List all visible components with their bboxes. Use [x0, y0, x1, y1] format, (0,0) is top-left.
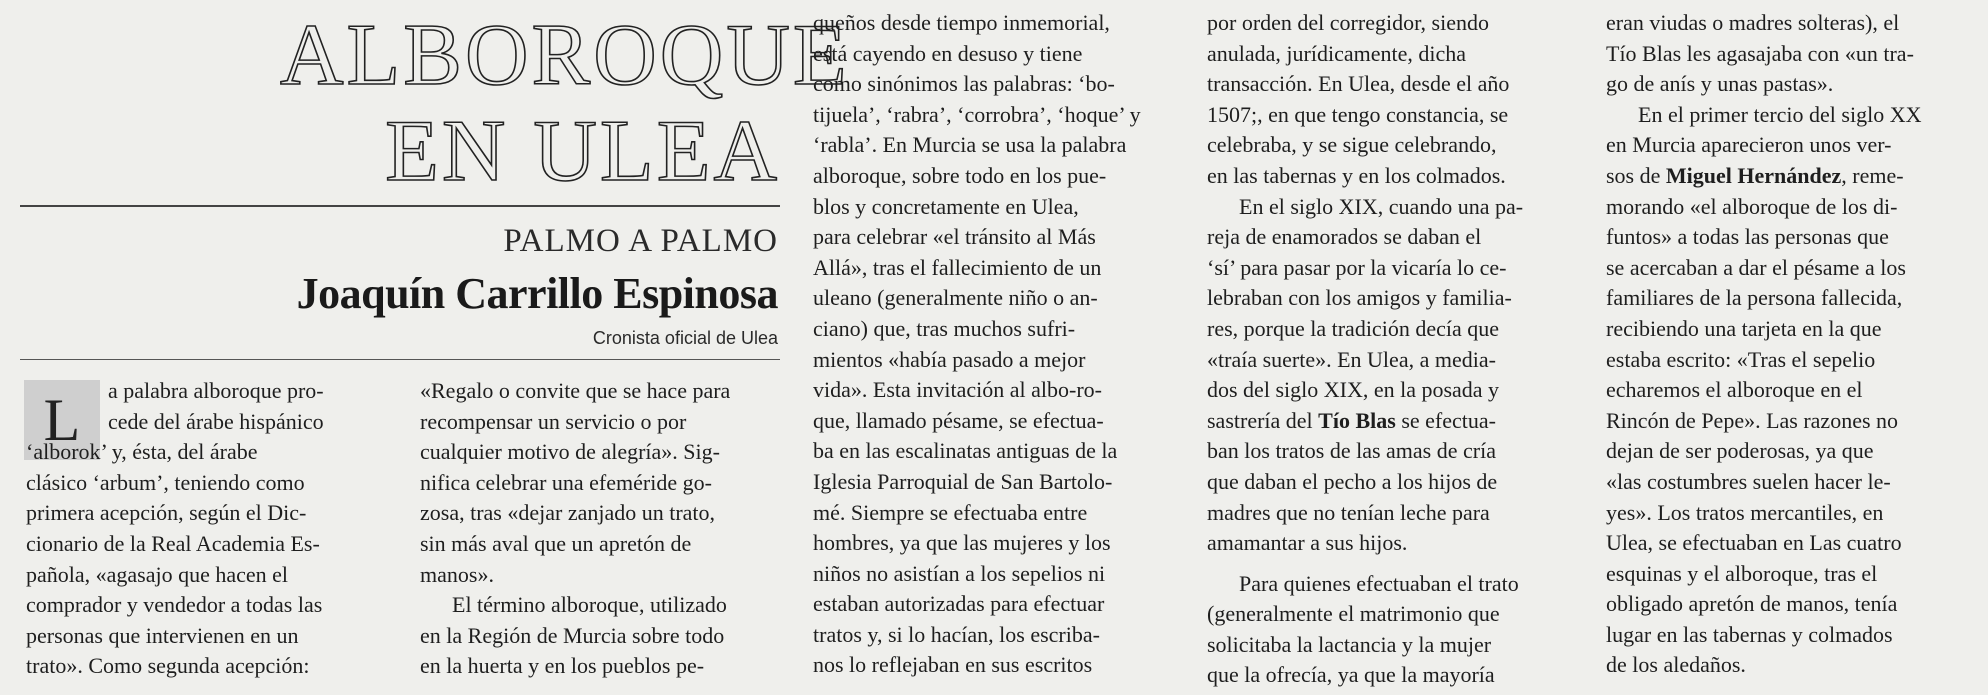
text-line: morando «el alboroque de los di- [1606, 193, 1898, 219]
text-line: que la ofrecía, ya que la mayoría [1207, 662, 1495, 688]
text-line: familiares de la persona fallecida, [1606, 285, 1903, 311]
text-line: en Murcia aparecieron unos ver- [1606, 132, 1892, 158]
text-line: uleano (generalmente niño o an- [813, 285, 1098, 311]
text-line: a palabra alboroque pro- [108, 378, 324, 403]
text-line: reja de enamorados se daban el [1207, 224, 1482, 250]
text-line: en la huerta y en los pueblos pe- [420, 653, 705, 679]
text-line: El término alboroque, utilizado [452, 592, 727, 618]
text-line: Rincón de Pepe». Las razones no [1606, 407, 1899, 433]
text-line: eran viudas o madres solteras), el [1606, 10, 1900, 35]
text-line: «Regalo o convite que se hace para [420, 378, 731, 403]
bold-name-miguel-hernandez: Miguel Hernández [1665, 162, 1842, 188]
text-line: primera acepción, según el Dic- [26, 500, 307, 526]
text-line: clásico ‘arbum’, teniendo como [26, 469, 305, 495]
column-3 [813, 8, 1193, 681]
text-line: mé. Siempre se efectuaba entre [813, 499, 1088, 525]
column-5 [1606, 8, 1956, 681]
text-line: ‘rabla’. En Murcia se usa la palabra [813, 132, 1127, 158]
text-line: estaba escrito: «Tras el sepelio [1606, 346, 1876, 372]
text-line: solicitaba la lactancia y la mujer [1207, 631, 1492, 657]
text-line: dos del siglo XIX, en la posada y [1207, 377, 1500, 403]
text-line: que daban el pecho a los hijos de [1207, 468, 1498, 494]
text-line: ciano) que, tras muchos sufri- [813, 315, 1076, 341]
text-line: ba en las escalinatas antiguas de la [813, 438, 1118, 464]
text-line: alboroque, sobre todo en los pue- [813, 162, 1107, 188]
text-line: «traía suerte». En Ulea, a media- [1207, 346, 1496, 372]
text-line: esquinas y el alboroque, tras el [1606, 560, 1878, 586]
text-line: 1507;, en que tengo constancia, se [1207, 101, 1509, 127]
text-line: zosa, tras «dejar zanjado un trato, [420, 500, 716, 526]
text-line: está cayendo en desuso y tiene [813, 40, 1083, 66]
text-line: res, porque la tradición decía que [1207, 315, 1499, 341]
drop-cap: L [24, 380, 100, 460]
text-line: ‘alborok’ y, ésta, del árabe [26, 439, 258, 465]
text-line: para celebrar «el tránsito al Más [813, 224, 1096, 250]
text-line: obligado apretón de manos, tenía [1606, 591, 1898, 617]
text-line: madres que no tenían leche para [1207, 499, 1490, 525]
text-line: Para quienes efectuaban el trato [1239, 570, 1519, 596]
text-line: en la Región de Murcia sobre todo [420, 622, 725, 648]
text-line: Allá», tras el fallecimiento de un [813, 254, 1102, 280]
text-line: que, llamado pésame, se efectua- [813, 407, 1104, 433]
text-line: recompensar un servicio o por [420, 408, 687, 434]
text-line: nos lo reflejaban en sus escritos [813, 652, 1093, 678]
text-line: comprador y vendedor a todas las [26, 592, 323, 618]
text-line: en las tabernas y en los colmados. [1207, 162, 1506, 188]
column-2 [420, 376, 760, 682]
text-line: mientos «había pasado a mejor [813, 346, 1086, 372]
text-line: se acercaban a dar el pésame a los [1606, 254, 1906, 280]
author-role: Cronista oficial de Ulea [592, 328, 778, 348]
bleed-through-left [0, 0, 18, 695]
text-line: lugar en las tabernas y colmados [1606, 621, 1893, 647]
text-line: yes». Los tratos mercantiles, en [1606, 499, 1884, 525]
text-line: personas que intervienen en un [26, 622, 299, 648]
text-line: lebraban con los amigos y familia- [1207, 285, 1512, 311]
text-line: manos». [420, 561, 494, 587]
text-line: funtos» a todas las personas que [1606, 224, 1889, 250]
divider-top [20, 205, 780, 207]
text-line: amamantar a sus hijos. [1207, 530, 1408, 556]
text-line: recibiendo una tarjeta en la que [1606, 315, 1882, 341]
text-line: cede del árabe hispánico [108, 408, 324, 434]
author-name: Joaquín Carrillo Espinosa [296, 269, 778, 318]
divider-bottom [20, 359, 780, 360]
column-4 [1207, 8, 1587, 691]
text-line: anulada, jurídicamente, dicha [1207, 40, 1466, 66]
text-line: transacción. En Ulea, desde el año [1207, 71, 1510, 97]
text-line: ban los tratos de las amas de cría [1207, 438, 1496, 464]
text-line: echaremos el alboroque en el [1606, 377, 1863, 403]
text-line: por orden del corregidor, siendo [1207, 10, 1489, 35]
text-line: blos y concretamente en Ulea, [813, 193, 1079, 219]
text-line: de los aledaños. [1606, 652, 1746, 678]
section-name: PALMO A PALMO [503, 223, 778, 259]
text-line: tratos y, si lo hacían, los escriba- [813, 621, 1100, 647]
column-1 [26, 376, 398, 682]
text-line: Ulea, se efectuaban en Las cuatro [1606, 530, 1902, 556]
text-line: dejan de ser poderosas, ya que [1606, 438, 1874, 464]
text-line: cionario de la Real Academia Es- [26, 530, 320, 556]
headline-line-1: ALBOROQUE [280, 7, 850, 104]
text-fragment: se efectua- [1395, 407, 1496, 433]
text-line [1207, 406, 1587, 437]
text-line: «las costumbres suelen hacer le- [1606, 468, 1891, 494]
text-line: Tío Blas les agasajaba con «un tra- [1606, 40, 1914, 66]
text-line [1606, 161, 1956, 192]
text-line: nifica celebrar una efeméride go- [420, 469, 712, 495]
text-line: go de anís y unas pastas». [1606, 71, 1834, 97]
text-line: estaban autorizadas para efectuar [813, 591, 1105, 617]
text-line: trato». Como segunda acepción: [26, 653, 310, 679]
text-line: sin más aval que un apretón de [420, 530, 692, 556]
bold-name-tio-blas: Tío Blas [1318, 407, 1396, 433]
text-line: Iglesia Parroquial de San Bartolo- [813, 468, 1113, 494]
text-line: cualquier motivo de alegría». Sig- [420, 439, 720, 465]
text-line: hombres, ya que las mujeres y los [813, 530, 1111, 556]
text-fragment: , reme- [1841, 162, 1904, 188]
text-line: como sinónimos las palabras: ‘bo- [813, 71, 1115, 97]
headline-line-2: EN ULEA [385, 103, 780, 200]
text-line: tijuela’, ‘rabra’, ‘corrobra’, ‘hoque’ y [813, 101, 1141, 127]
text-line: celebraba, y se sigue celebrando, [1207, 132, 1497, 158]
text-line: vida». Esta invitación al albo-ro- [813, 377, 1102, 403]
text-line: pañola, «agasajo que hacen el [26, 561, 289, 587]
text-line: ‘sí’ para pasar por la vicaría lo ce- [1207, 254, 1507, 280]
text-line: queños desde tiempo inmemorial, [813, 10, 1110, 35]
text-line: En el siglo XIX, cuando una pa- [1239, 193, 1524, 219]
headline [280, 7, 850, 200]
text-line: En el primer tercio del siglo XX [1638, 101, 1922, 127]
text-line: (generalmente el matrimonio que [1207, 601, 1500, 627]
text-line: niños no asistían a los sepelios ni [813, 560, 1106, 586]
text-fragment: sos de [1606, 162, 1666, 188]
text-fragment: sastrería del [1207, 407, 1319, 433]
